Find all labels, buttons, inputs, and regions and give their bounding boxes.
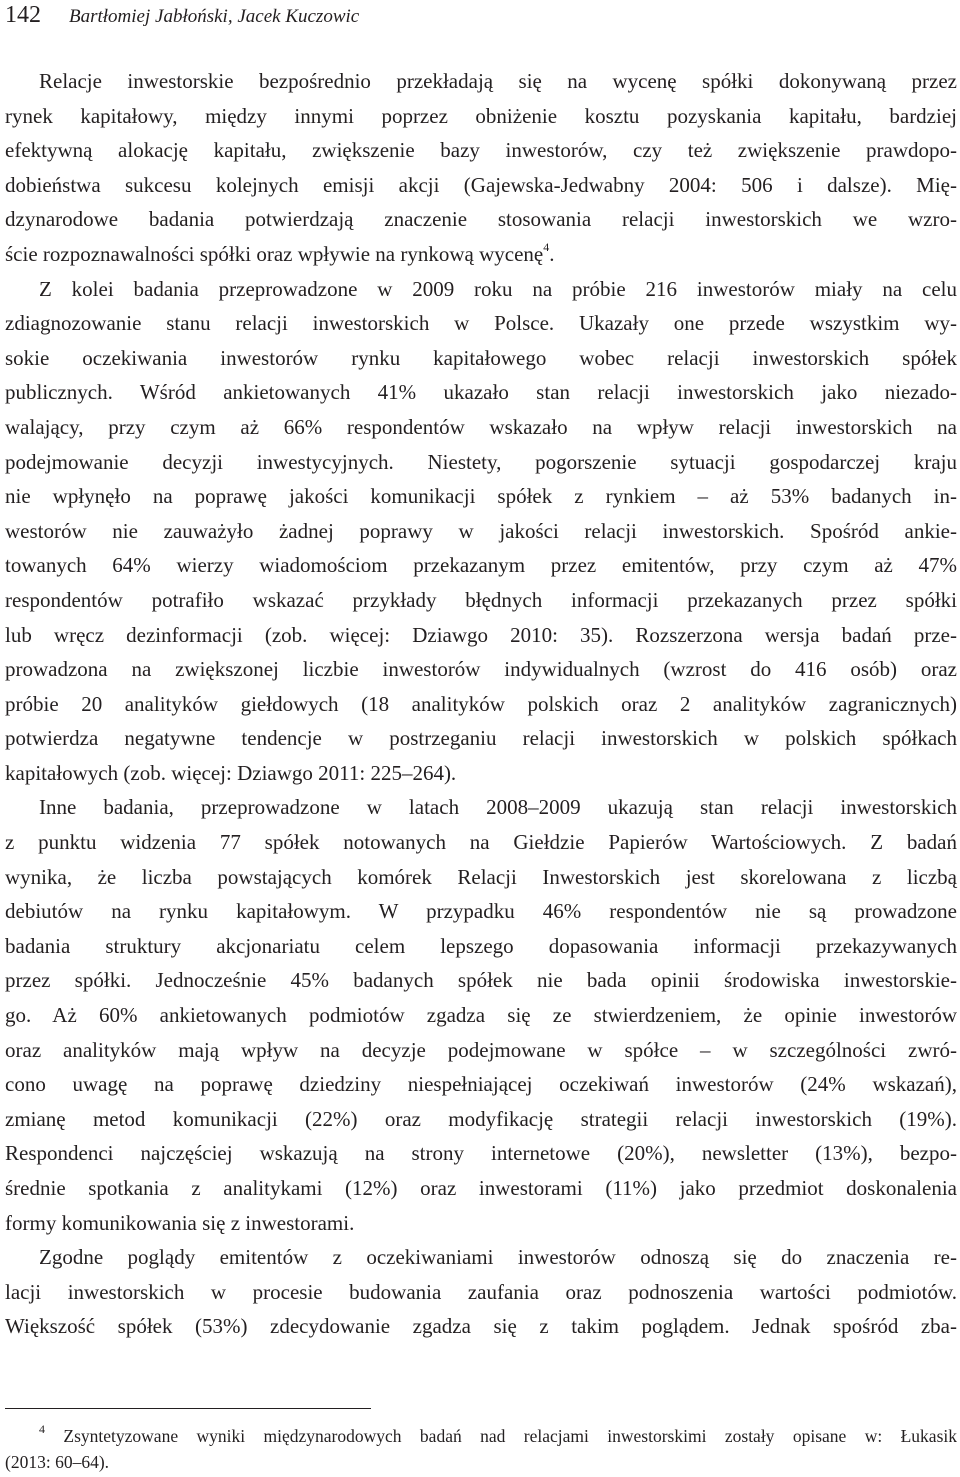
text-line: dobieństwa sukcesu kolejnych emisji akcji (Gajewska-Jedwabny 2004: 506 i dalsze). Mię- [5, 172, 957, 197]
text-line: średnie spotkania z analitykami (12%) oraz inwestorami (11%) jako przedmiot doskonalenia [5, 1176, 957, 1200]
text-line: wynika, że liczba powstających komórek Relacji Inwestorskich jest skorelowana z liczbą [5, 864, 957, 889]
text-line: kapitałowych (zob. więcej: Dziawgo 2011: 225–264). [5, 760, 457, 785]
text-line: próbie 20 analityków giełdowych (18 analityków polskich oraz 2 analityków zagranicznych) [5, 691, 957, 716]
footnote-text: Zsyntetyzowane wyniki międzynarodowych badań nad relacjami inwestorskimi zostały opisane w: Łukasik [63, 1426, 957, 1446]
text-line: zmianę metod komunikacji (22%) oraz modyfikację strategii relacji inwestorskich (19%). [5, 1106, 957, 1131]
text-line: badania struktury akcjonariatu celem lepszego dopasowania informacji przekazywanych [5, 933, 957, 958]
text-line: prowadzona na zwiększonej liczbie inwestorów indywidualnych (wzrost do 416 osób) oraz [5, 657, 957, 682]
text-line: Większość spółek (53%) zdecydowanie zgadza się z takim poglądem. Jednak spośród zba- [5, 1314, 957, 1339]
footnote-marker: 4 [39, 1422, 45, 1437]
text-fragment: ście rozpoznawalności spółki oraz wpływie na rynkową wycenę [5, 241, 544, 266]
text-line: formy komunikowania się z inwestorami. [5, 1210, 355, 1235]
text-line: westorów nie zauważyło żadnej poprawy w jakości relacji inwestorskich. Spośród ankie- [5, 518, 957, 543]
text-line: przez spółki. Jednocześnie 45% badanych spółek nie bada opinii środowiska inwestorskie- [5, 968, 957, 993]
text-line: Relacje inwestorskie bezpośrednio przekładają się na wycenę spółki dokonywaną przez [39, 69, 957, 93]
text-line: Z kolei badania przeprowadzone w 2009 roku na próbie 216 inwestorów miały na celu [39, 276, 957, 301]
text-line: Zgodne poglądy emitentów z oczekiwaniami inwestorów odnoszą się do znaczenia re- [39, 1245, 957, 1270]
text-line: z punktu widzenia 77 spółek notowanych na Giełdzie Papierów Wartościowych. Z badań [5, 830, 957, 855]
text-line: podejmowanie decyzji inwestycyjnych. Niestety, pogorszenie sytuacji gospodarczej kraju [5, 449, 957, 474]
running-header [5, 2, 359, 34]
page-number: 142 [5, 2, 41, 28]
footnote-separator [5, 1408, 371, 1409]
footnote-line [5, 1423, 957, 1449]
footnote-reference[interactable]: 4 [543, 239, 550, 254]
text-line: lub wręcz dezinformacji (zob. więcej: Dziawgo 2010: 35). Rozszerzona wersja badań prze- [5, 622, 957, 647]
text-line: lacji inwestorskich w procesie budowania zaufania oraz podnoszenia wartości podmiotów. [5, 1279, 957, 1304]
text-line: dzynarodowe badania potwierdzają znaczenie stosowania relacji inwestorskich we wzro- [5, 207, 957, 232]
text-line: rynek kapitałowy, między innymi poprzez obniżenie kosztu pozyskania kapitału, bardziej [5, 103, 957, 128]
text-line: sokie oczekiwania inwestorów rynku kapitałowego wobec relacji inwestorskich spółek [5, 345, 957, 370]
text-line: walający, przy czym aż 66% respondentów wskazało na wpływ relacji inwestorskich na [5, 414, 957, 439]
text-line: oraz analityków mają wpływ na decyzje podejmowane w spółce – w szczególności zwró- [5, 1037, 957, 1062]
text-line: publicznych. Wśród ankietowanych 41% ukazało stan relacji inwestorskich jako niezado- [5, 380, 957, 405]
text-line: cono uwagę na poprawę dziedziny niespełniającej oczekiwań inwestorów (24% wskazań), [5, 1072, 957, 1097]
text-line: towanych 64% wierzy wiadomościom przekazanym przez emitentów, przy czym aż 47% [5, 553, 957, 578]
text-line: potwierdza negatywne tendencje w postrzeganiu relacji inwestorskich w polskich spółkach [5, 726, 957, 751]
text-line: efektywną alokację kapitału, zwiększenie bazy inwestorów, czy też zwiększenie prawdopo- [5, 138, 957, 163]
text-line: go. Aż 60% ankietowanych podmiotów zgadza się ze stwierdzeniem, że opinie inwestorów [5, 1003, 957, 1028]
text-line: nie wpłynęło na poprawę jakości komunikacji spółek z rynkiem – aż 53% badanych in- [5, 484, 957, 509]
footnote [5, 1423, 957, 1475]
text-line: Respondenci najczęściej wskazują na strony internetowe (20%), newsletter (13%), bezpo- [5, 1141, 957, 1166]
text-line: Inne badania, przeprowadzone w latach 2008–2009 ukazują stan relacji inwestorskich [39, 795, 957, 820]
text-line: respondentów potrafiło wskazać przykłady błędnych informacji przekazanych przez spółki [5, 587, 957, 612]
text-fragment: . [549, 241, 555, 266]
running-head-authors: Bartłomiej Jabłoński, Jacek Kuczowic [69, 6, 360, 27]
body-text [5, 64, 957, 1344]
text-line: debiutów na rynku kapitałowym. W przypadku 46% respondentów nie są prowadzone [5, 899, 957, 924]
text-line: zdiagnozowanie stanu relacji inwestorskich w Polsce. Ukazały one przede wszystkim wy- [5, 311, 957, 336]
footnote-line: (2013: 60–64). [5, 1452, 110, 1472]
text-line [5, 237, 957, 272]
